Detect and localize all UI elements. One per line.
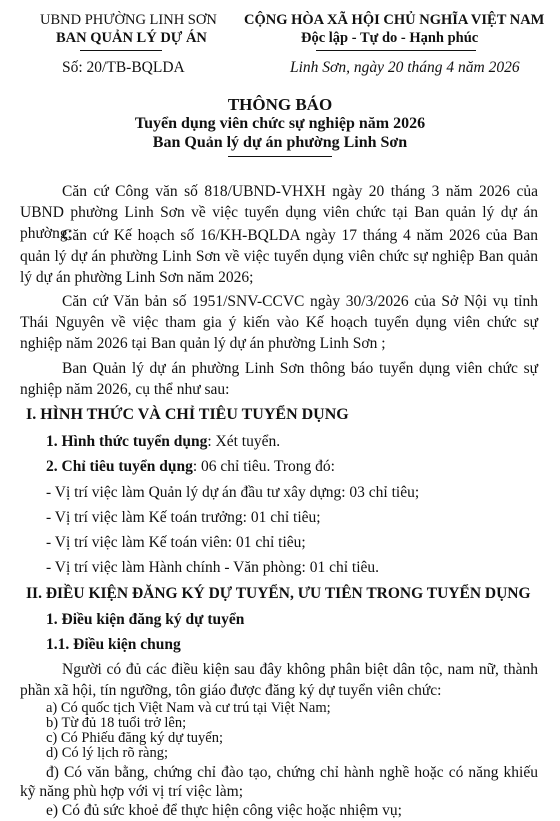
- item-1-1-label: 1. Hình thức tuyển dụng: [46, 433, 208, 450]
- condition-e: e) Có đủ sức khoẻ để thực hiện công việc hoặc nhiệm vụ;: [46, 802, 402, 819]
- item-1-1-text: : Xét tuyển.: [207, 433, 281, 450]
- org-underline: [80, 50, 162, 51]
- condition-d: d) Có lý lịch rõ ràng;: [46, 745, 169, 761]
- position-item-4: - Vị trí việc làm Hành chính - Văn phòng: 01 chỉ tiêu.: [46, 559, 380, 576]
- title-underline: [228, 156, 332, 157]
- subsection-2-1: 1. Điều kiện đăng ký dự tuyển: [46, 611, 245, 628]
- document-subtitle-2: Ban Quản lý dự án phường Linh Sơn: [152, 134, 408, 151]
- condition-b: b) Từ đủ 18 tuổi trở lên;: [46, 715, 187, 731]
- place-date: Linh Sơn, ngày 20 tháng 4 năm 2026: [290, 59, 520, 76]
- paragraph-general-conditions: Người có đủ các điều kiện sau đây không phân biệt dân tộc, nam nữ, thành phần xã hội, tín ngưỡng, tôn giáo được đăng ký dự tuyển viên chức:: [20, 661, 538, 699]
- section-2-heading: II. ĐIỀU KIỆN ĐĂNG KÝ DỰ TUYỂN, ƯU TIÊN TRONG TUYỂN DỤNG: [26, 585, 531, 602]
- position-item-1: - Vị trí việc làm Quản lý dự án đầu tư xây dựng: 03 chỉ tiêu;: [46, 484, 420, 501]
- document-number: Số: 20/TB-BQLDA: [62, 59, 185, 76]
- paragraph-basis-1: Căn cứ Công văn số 818/UBND-VHXH ngày 20 tháng 3 năm 2026 của UBND phường Linh Sơn về việc tuyển dụng viên chức tại Ban quản lý dự án phường;: [20, 183, 538, 242]
- org-name-line1: UBND PHƯỜNG LINH SƠN: [40, 12, 217, 28]
- motto-underline: [316, 50, 476, 51]
- item-1-2: [46, 456, 335, 477]
- condition-dd: đ) Có văn bằng, chứng chỉ đào tạo, chứng chỉ hành nghề hoặc có năng khiếu kỹ năng phù hợp với vị trí việc làm;: [20, 764, 538, 800]
- org-name-line2: BAN QUẢN LÝ DỰ ÁN: [56, 30, 207, 46]
- section-1-heading: I. HÌNH THỨC VÀ CHỈ TIÊU TUYỂN DỤNG: [26, 406, 349, 423]
- item-1-2-text: : 06 chỉ tiêu. Trong đó:: [192, 458, 335, 475]
- item-1-1: [46, 431, 280, 452]
- position-item-2: - Vị trí việc làm Kế toán trưởng: 01 chỉ tiêu;: [46, 509, 321, 526]
- position-item-3: - Vị trí việc làm Kế toán viên: 01 chỉ tiêu;: [46, 534, 306, 551]
- paragraph-basis-3: Căn cứ Văn bản số 1951/SNV-CCVC ngày 30/3/2026 của Sở Nội vụ tỉnh Thái Nguyên về việc tham gia ý kiến vào Kế hoạch tuyển dụng viên chức sự nghiệp năm 2026 tại Ban quản lý dự án phường Linh Sơn ;: [20, 293, 538, 352]
- nation-line2: Độc lập - Tự do - Hạnh phúc: [301, 30, 479, 46]
- item-1-2-label: 2. Chỉ tiêu tuyển dụng: [46, 458, 193, 475]
- document-subtitle-1: Tuyển dụng viên chức sự nghiệp năm 2026: [134, 115, 426, 132]
- document-title: THÔNG BÁO: [227, 95, 333, 114]
- condition-c: c) Có Phiếu đăng ký dự tuyển;: [46, 730, 224, 746]
- subsection-2-1-1: 1.1. Điều kiện chung: [46, 636, 181, 653]
- condition-a: a) Có quốc tịch Việt Nam và cư trú tại Việt Nam;: [46, 700, 331, 716]
- paragraph-announcement: Ban Quản lý dự án phường Linh Sơn thông báo tuyển dụng viên chức sự nghiệp năm 2026, cụ thể như sau:: [20, 360, 538, 398]
- paragraph-basis-2: Căn cứ Kế hoạch số 16/KH-BQLDA ngày 17 tháng 4 năm 2026 của Ban quản lý dự án phường Linh Sơn về việc tuyển dụng viên chức sự nghiệp Ban quản lý dự án phường Linh Sơn năm 2026;: [20, 227, 538, 286]
- nation-line1: CỘNG HÒA XÃ HỘI CHỦ NGHĨA VIỆT NAM: [244, 12, 545, 28]
